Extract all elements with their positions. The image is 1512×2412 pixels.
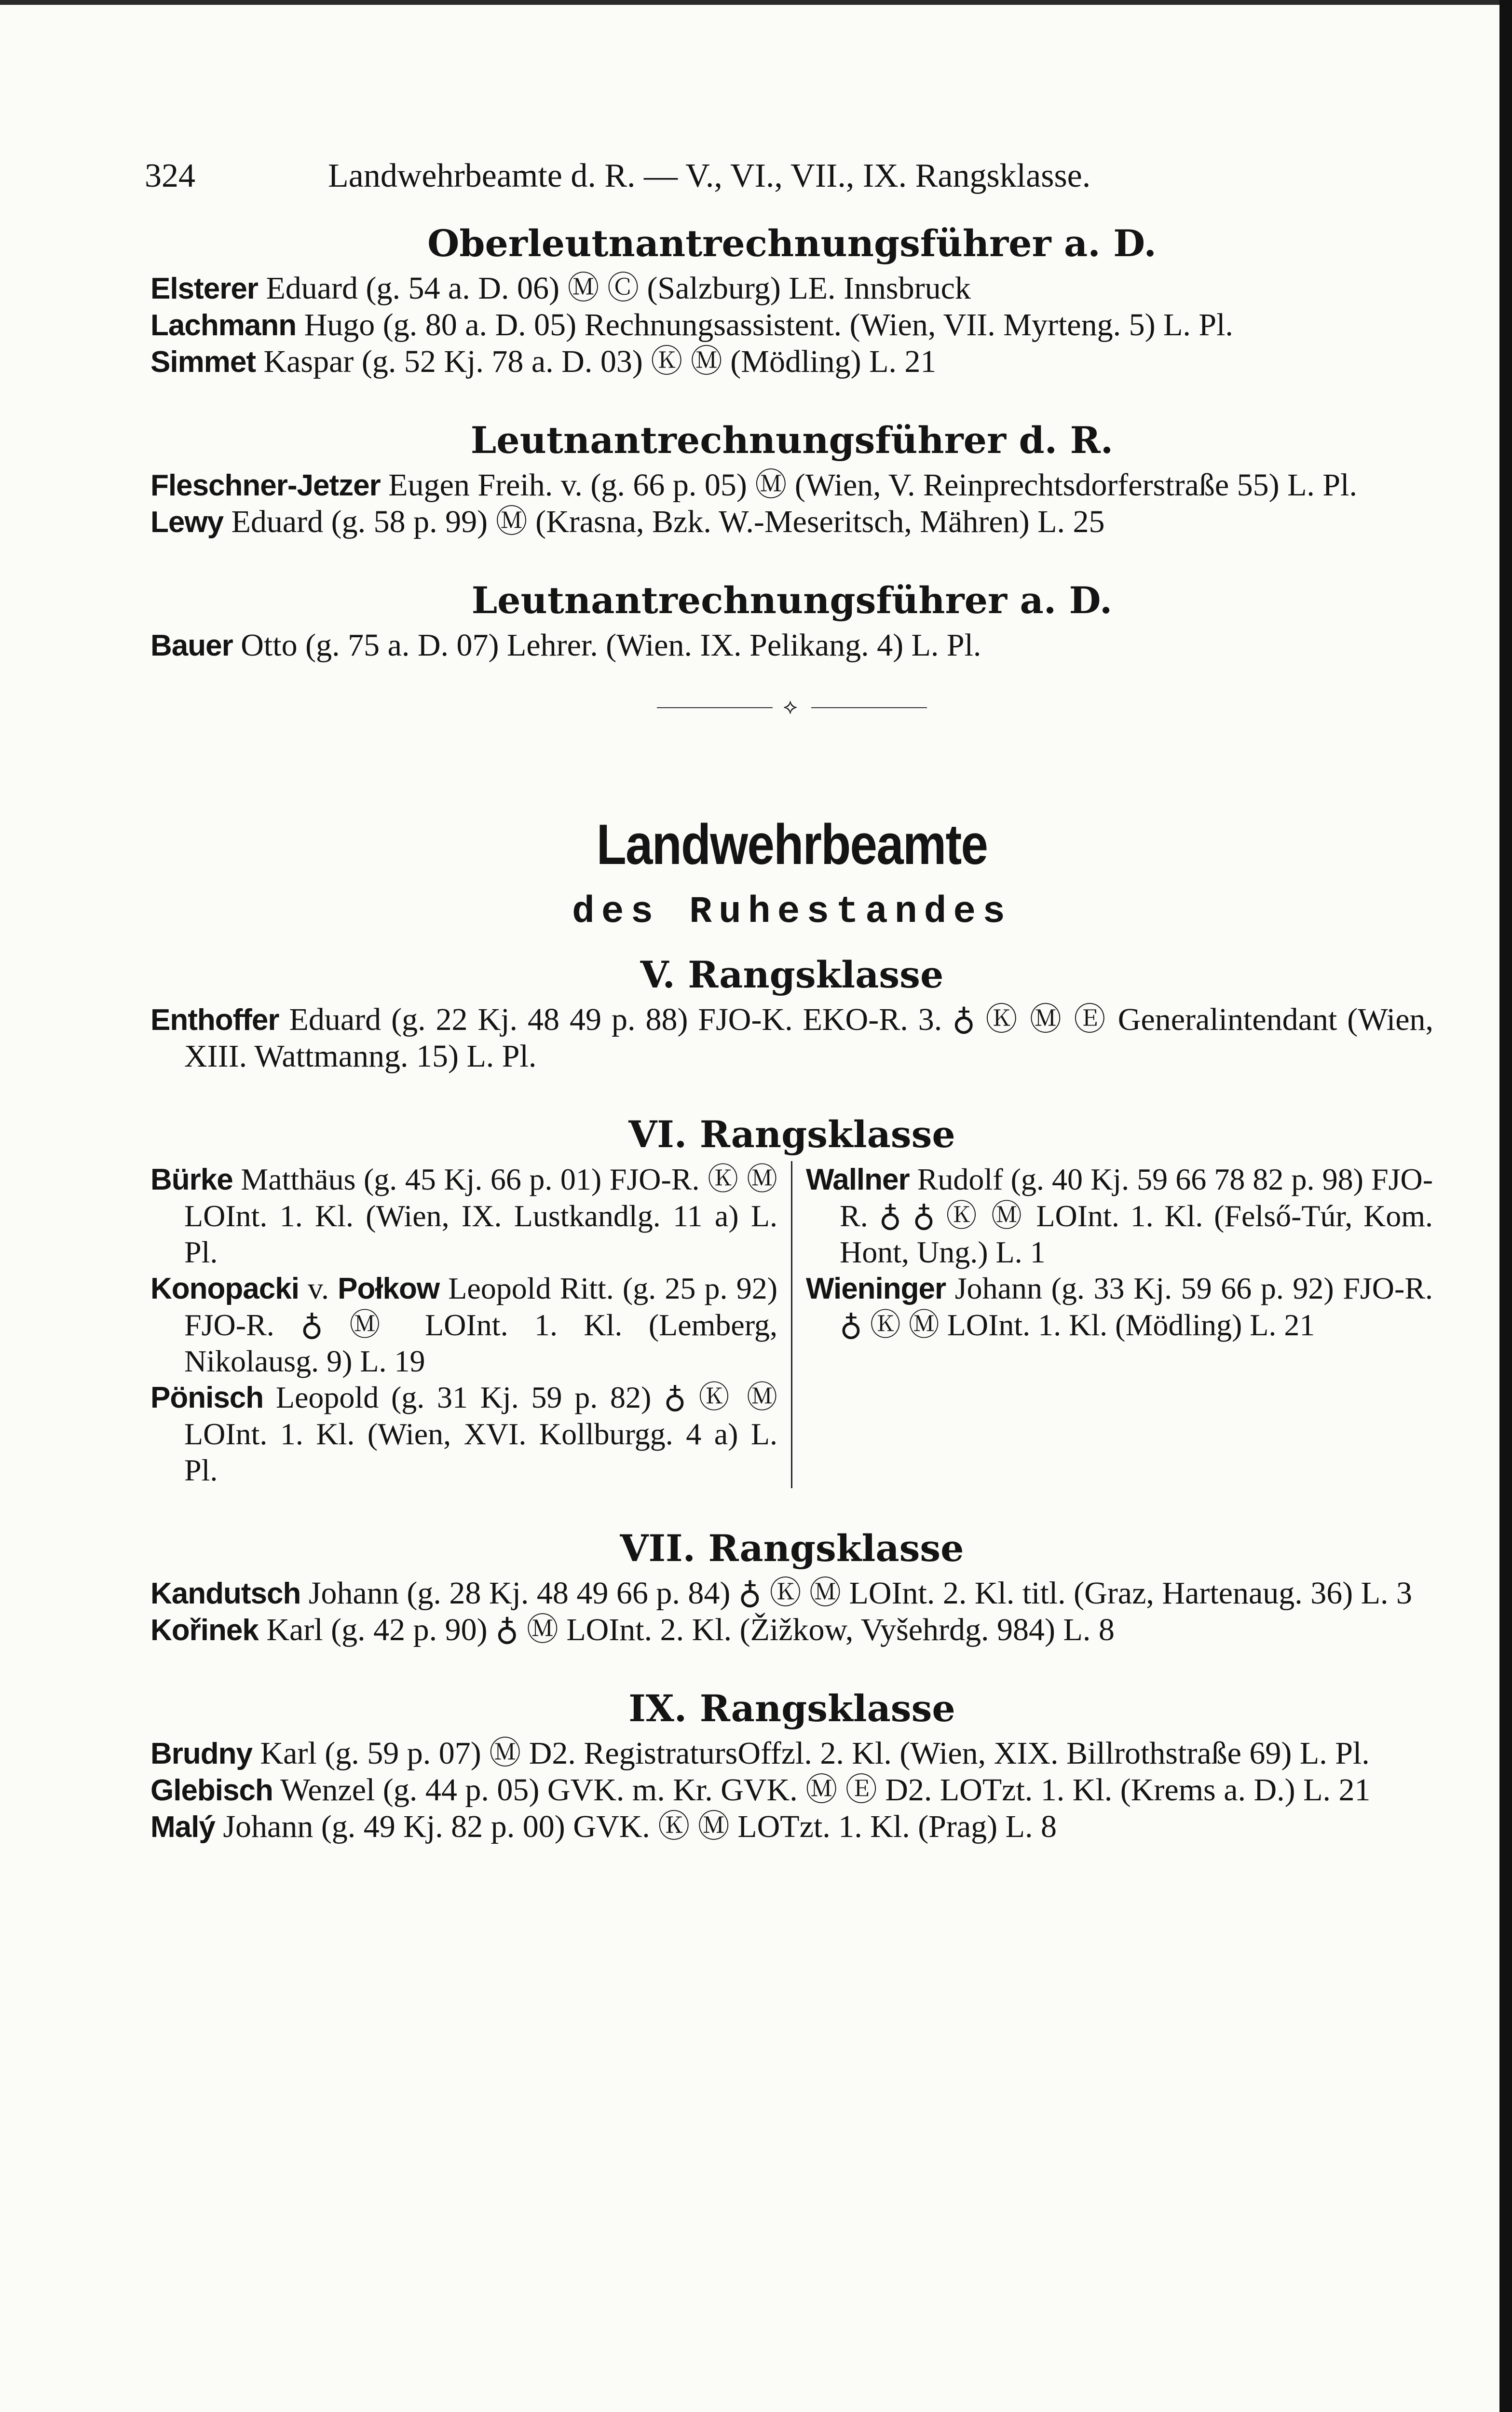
section-title: Leutnantrechnungsführer d. R. — [470, 419, 1114, 462]
entry-name: Pönisch — [150, 1381, 264, 1414]
divider-line — [657, 707, 773, 708]
running-title: Landwehrbeamte d. R. — V., VI., VII., IX. Rangsklasse. — [328, 157, 1091, 194]
spacer — [150, 1074, 1433, 1108]
entry-text: Eugen Freih. v. (g. 66 p. 05) Ⓜ (Wien, V. Reinprechtsdorferstraße 55) L. Pl. — [388, 467, 1357, 503]
scan-border-top — [0, 0, 1512, 5]
entry-text: Karl (g. 59 p. 07) Ⓜ D2. RegistratursOffzl. 2. Kl. (Wien, XIX. Billrothstraße 69) L. Pl. — [260, 1736, 1370, 1771]
entry-text: Rudolf (g. 40 Kj. 59 66 78 82 p. 98) FJO-R. ♁ ♁ Ⓚ Ⓜ LOInt. 1. Kl. (Felső-Túr, Kom. Hont, Ung.) L. 1 — [840, 1162, 1433, 1269]
left-column — [150, 1161, 792, 1488]
entry-text: Johann (g. 49 Kj. 82 p. 00) GVK. Ⓚ Ⓜ LOTzt. 1. Kl. (Prag) L. 8 — [223, 1809, 1057, 1844]
list-item — [150, 1161, 777, 1270]
list-item — [150, 1612, 1433, 1648]
list-item — [806, 1270, 1433, 1343]
entry-text: Johann (g. 33 Kj. 59 66 p. 92) FJO-R. ♁ Ⓚ Ⓜ LOInt. 1. Kl. (Mödling) L. 21 — [840, 1271, 1433, 1342]
chapter-subtitle: des Ruhestandes — [572, 891, 1012, 933]
entry-text: Hugo (g. 80 a. D. 05) Rechnungsassistent. (Wien, VII. Myrteng. 5) L. Pl. — [304, 307, 1233, 343]
spacer — [150, 1648, 1433, 1682]
spacer — [150, 1488, 1433, 1522]
list-item — [150, 1270, 777, 1379]
list-item — [150, 1809, 1433, 1845]
entry-name: Kořinek — [150, 1614, 259, 1647]
entry-prefix: v. — [308, 1271, 329, 1305]
entry-text: Leopold (g. 31 Kj. 59 p. 82) ♁ Ⓚ Ⓜ LOInt. 1. Kl. (Wien, XVI. Kollburgg. 4 a) L. Pl. — [184, 1380, 778, 1487]
entry-name: Lachmann — [150, 309, 297, 342]
section-title: IX. Rangsklasse — [628, 1687, 955, 1730]
entry-text: Eduard (g. 58 p. 99) Ⓜ (Krasna, Bzk. W.-Meseritsch, Mähren) L. 25 — [231, 504, 1105, 539]
list-item — [150, 467, 1433, 504]
entry-text: Matthäus (g. 45 Kj. 66 p. 01) FJO-R. Ⓚ Ⓜ LOInt. 1. Kl. (Wien, IX. Lustkandlg. 11 a) L. Pl. — [184, 1162, 778, 1269]
list-item — [150, 307, 1433, 343]
divider-line — [811, 707, 927, 708]
section-title: VII. Rangsklasse — [620, 1527, 964, 1570]
entry-name: Malý — [150, 1810, 215, 1844]
entry-text: Leopold Ritt. (g. 25 p. 92) FJO-R. ♁ Ⓜ LOInt. 1. Kl. (Lemberg, Nikolausg. 9) L. 19 — [184, 1271, 777, 1378]
entry-name: Enthoffer — [150, 1003, 279, 1037]
list-item — [150, 1001, 1433, 1074]
diamond-ornament-icon: ⟡ — [783, 695, 798, 718]
spacer — [150, 939, 1433, 948]
entry-name: Konopacki — [150, 1272, 299, 1305]
entry-name: Wieninger — [806, 1272, 946, 1305]
spacer — [150, 380, 1433, 414]
list-item — [150, 1772, 1433, 1809]
chapter-title: Landwehrbeamte — [596, 813, 988, 877]
entry-text: Eduard (g. 22 Kj. 48 49 p. 88) FJO-K. EKO-R. 3. ♁ Ⓚ Ⓜ Ⓔ Generalintendant (Wien, XIII. Wattmanng. 15) L. Pl. — [184, 1002, 1433, 1074]
list-item — [150, 270, 1433, 307]
list-item — [150, 343, 1433, 380]
right-column — [792, 1161, 1433, 1488]
list-item — [150, 627, 1433, 664]
entry-text: Karl (g. 42 p. 90) ♁ Ⓜ LOInt. 2. Kl. (Žižkow, Vyšehrdg. 984) L. 8 — [266, 1612, 1115, 1647]
entry-name: Glebisch — [150, 1774, 273, 1807]
entry-name: Simmet — [150, 345, 256, 379]
section-title: Oberleutnantrechnungsführer a. D. — [427, 222, 1157, 265]
section-title: Leutnantrechnungsführer a. D. — [471, 579, 1113, 622]
entry-text: Kaspar (g. 52 Kj. 78 a. D. 03) Ⓚ Ⓜ (Mödling) L. 21 — [263, 344, 937, 379]
spacer — [150, 540, 1433, 574]
entry-text: Johann (g. 28 Kj. 48 49 66 p. 84) ♁ Ⓚ Ⓜ LOInt. 2. Kl. titl. (Graz, Hartenaug. 36) L. 3 — [308, 1576, 1413, 1611]
entry-name: Lewy — [150, 506, 224, 539]
list-item — [150, 1735, 1433, 1772]
entry-name: Kandutsch — [150, 1577, 301, 1610]
two-column-list — [150, 1161, 1433, 1488]
entry-text: Wenzel (g. 44 p. 05) GVK. m. Kr. GVK. Ⓜ Ⓔ D2. LOTzt. 1. Kl. (Krems a. D.) L. 21 — [280, 1772, 1371, 1808]
entry-name: Brudny — [150, 1737, 252, 1770]
section-title: V. Rangsklasse — [640, 953, 944, 996]
entry-name-2: Połkow — [338, 1272, 440, 1305]
ornamental-divider — [657, 693, 927, 722]
section-title: VI. Rangsklasse — [628, 1113, 955, 1156]
entry-text: Otto (g. 75 a. D. 07) Lehrer. (Wien. IX. Pelikang. 4) L. Pl. — [241, 628, 981, 663]
entry-text: Eduard (g. 54 a. D. 06) Ⓜ Ⓒ (Salzburg) LE. Innsbruck — [266, 271, 971, 306]
scan-border-right — [1499, 0, 1512, 2412]
entry-name: Wallner — [806, 1163, 910, 1196]
running-header — [145, 154, 1317, 198]
entry-name: Fleschner-Jetzer — [150, 469, 381, 502]
entry-name: Elsterer — [150, 272, 258, 305]
list-item — [806, 1161, 1433, 1270]
page-number: 324 — [145, 157, 195, 194]
page-content — [150, 217, 1433, 1845]
entry-name: Bürke — [150, 1163, 233, 1196]
list-item — [150, 1379, 777, 1488]
entry-name: Bauer — [150, 629, 233, 662]
list-item — [150, 1575, 1433, 1612]
list-item — [150, 504, 1433, 540]
